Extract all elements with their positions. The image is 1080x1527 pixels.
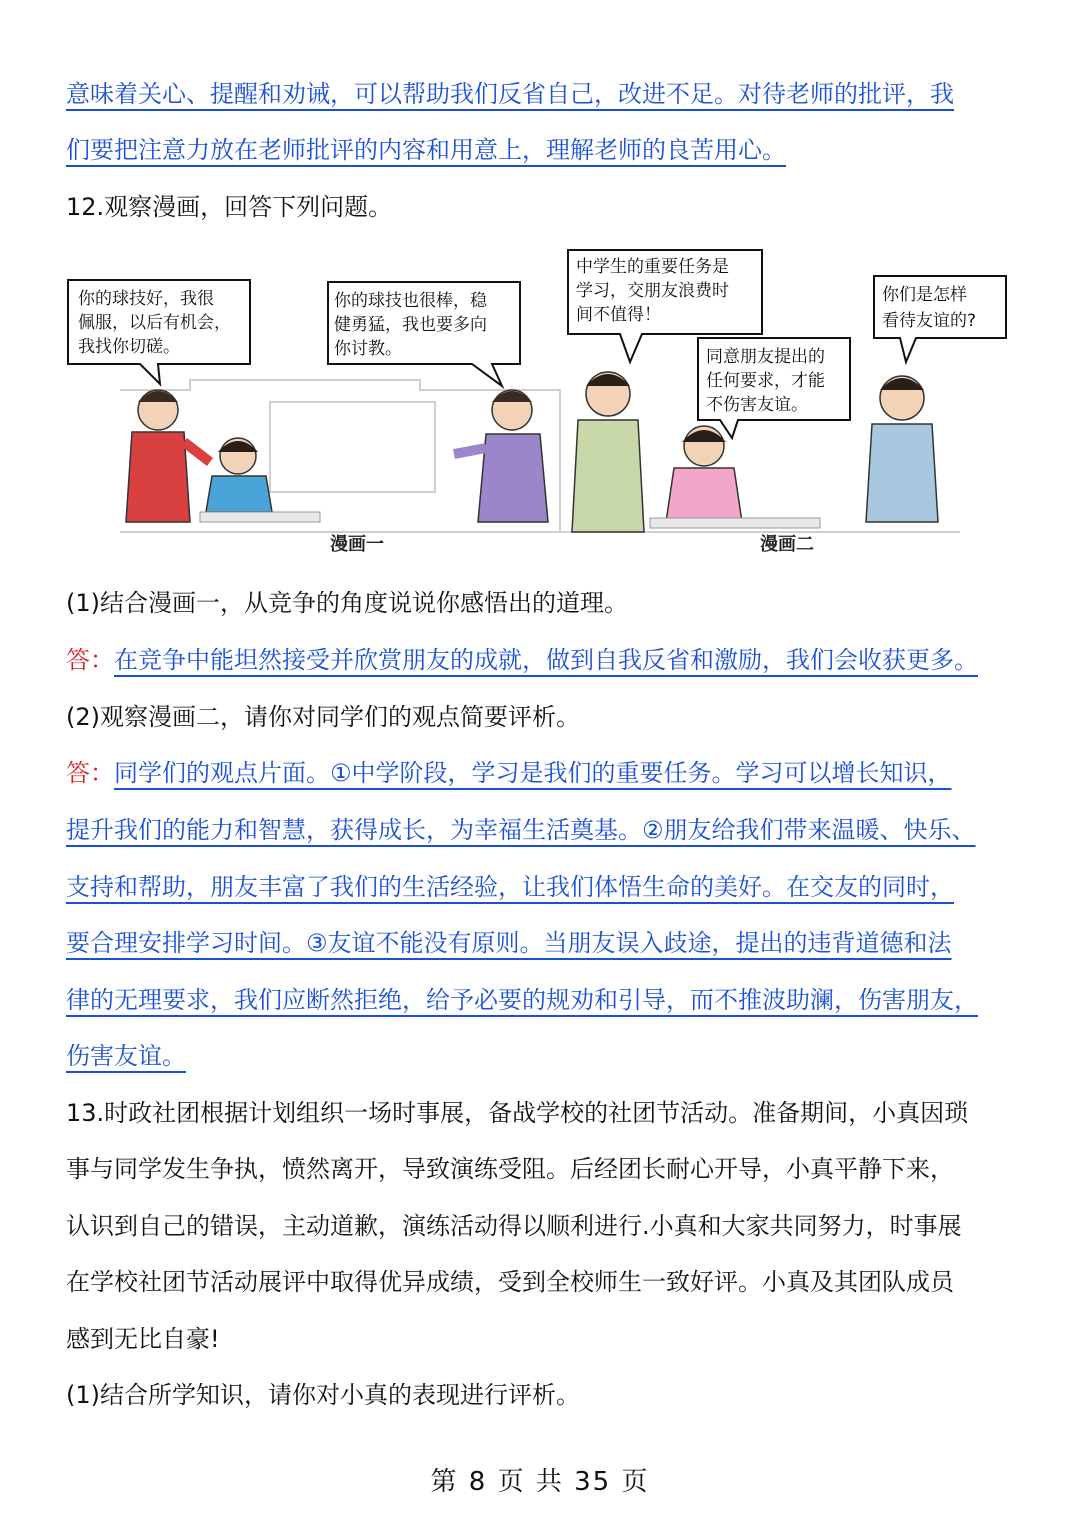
question-12-title: 12.观察漫画，回答下列问题。 (66, 193, 393, 221)
figure-girl-blue (200, 438, 320, 522)
answer-12-2-line-1: 同学们的观点片面。①中学阶段，学习是我们的重要任务。学习可以增长知识， (114, 759, 952, 787)
question-12-2: (2)观察漫画二，请你对同学们的观点简要评析。 (66, 703, 580, 731)
comic-caption-1: 漫画一 (330, 534, 384, 555)
intro-answer-line-2: 们要把注意力放在老师批评的内容和用意上，理解老师的良苦用心。 (66, 136, 786, 164)
answer-12-2-line-4: 要合理安排学习时间。③友谊不能没有原则。当朋友误入歧途，提出的违背道德和法 (66, 929, 952, 957)
answer-12-1: 在竞争中能坦然接受并欣赏朋友的成就，做到自我反省和激励，我们会收获更多。 (114, 646, 978, 674)
bubble-2-line-3: 你讨教。 (334, 339, 402, 359)
bubble-3-line-2: 学习，交朋友浪费时 (576, 281, 729, 301)
question-13-line-1: 13.时政社团根据计划组织一场时事展，备战学校的社团节活动。准备期间，小真因琐 (66, 1099, 969, 1127)
question-13-line-4: 在学校社团节活动展评中取得优异成绩，受到全校师生一致好评。小真及其团队成员 (66, 1268, 954, 1296)
question-13-1: (1)结合所学知识，请你对小真的表现进行评析。 (66, 1381, 580, 1409)
bubble-4-line-3: 不伤害友谊。 (706, 395, 808, 415)
bubble-4-line-1: 同意朋友提出的 (706, 347, 825, 367)
bubble-3-line-1: 中学生的重要任务是 (576, 257, 729, 277)
question-12-1: (1)结合漫画一，从竞争的角度说说你感悟出的道理。 (66, 589, 628, 617)
intro-answer-line-1: 意味着关心、提醒和劝诫，可以帮助我们反省自己，改进不足。对待老师的批评，我 (66, 80, 954, 108)
bubble-1-line-3: 我找你切磋。 (78, 337, 180, 357)
figure-boy-red (126, 390, 210, 522)
figure-boy-purple (454, 390, 548, 522)
figure-boy-lightblue (866, 376, 938, 522)
answer-12-2-row-1 (66, 757, 952, 789)
comic-illustration (78, 242, 977, 562)
bubble-2-line-1: 你的球技也很棒，稳 (334, 291, 487, 311)
figure-boy-green (572, 372, 644, 532)
bubble-5-line-1: 你们是怎样 (882, 285, 967, 305)
answer-12-2-line-3: 支持和帮助，朋友丰富了我们的生活经验，让我们体悟生命的美好。在交友的同时， (66, 873, 954, 901)
bubble-1-line-2: 佩服，以后有机会， (78, 313, 231, 333)
bubble-4-line-2: 任何要求，才能 (706, 371, 825, 391)
question-13-line-3: 认识到自己的错误，主动道歉，演练活动得以顺利进行.小真和大家共同努力，时事展 (66, 1212, 962, 1240)
answer-label: 答： (66, 759, 114, 787)
answer-label: 答： (66, 646, 114, 674)
answer-12-1-row (66, 644, 978, 676)
bubble-3-line-3: 间不值得！ (576, 305, 661, 325)
figure-girl-pink (650, 426, 820, 528)
answer-12-2-line-6: 伤害友谊。 (66, 1042, 186, 1070)
bubble-2-line-2: 健勇猛，我也要多向 (334, 315, 487, 335)
comic-caption-2: 漫画二 (760, 534, 814, 555)
bubble-5-line-2: 看待友谊的? (882, 311, 977, 331)
question-13-line-2: 事与同学发生争执，愤然离开，导致演练受阻。后经团长耐心开导，小真平静下来， (66, 1155, 954, 1183)
answer-12-2-line-2: 提升我们的能力和智慧，获得成长，为幸福生活奠基。②朋友给我们带来温暖、快乐、 (66, 816, 976, 844)
question-13-line-5: 感到无比自豪! (66, 1325, 220, 1353)
page-footer: 第 8 页 共 35 页 (430, 1467, 650, 1497)
bubble-1-line-1: 你的球技好，我很 (78, 289, 214, 309)
answer-12-2-line-5: 律的无理要求，我们应断然拒绝，给予必要的规劝和引导，而不推波助澜，伤害朋友， (66, 986, 978, 1014)
